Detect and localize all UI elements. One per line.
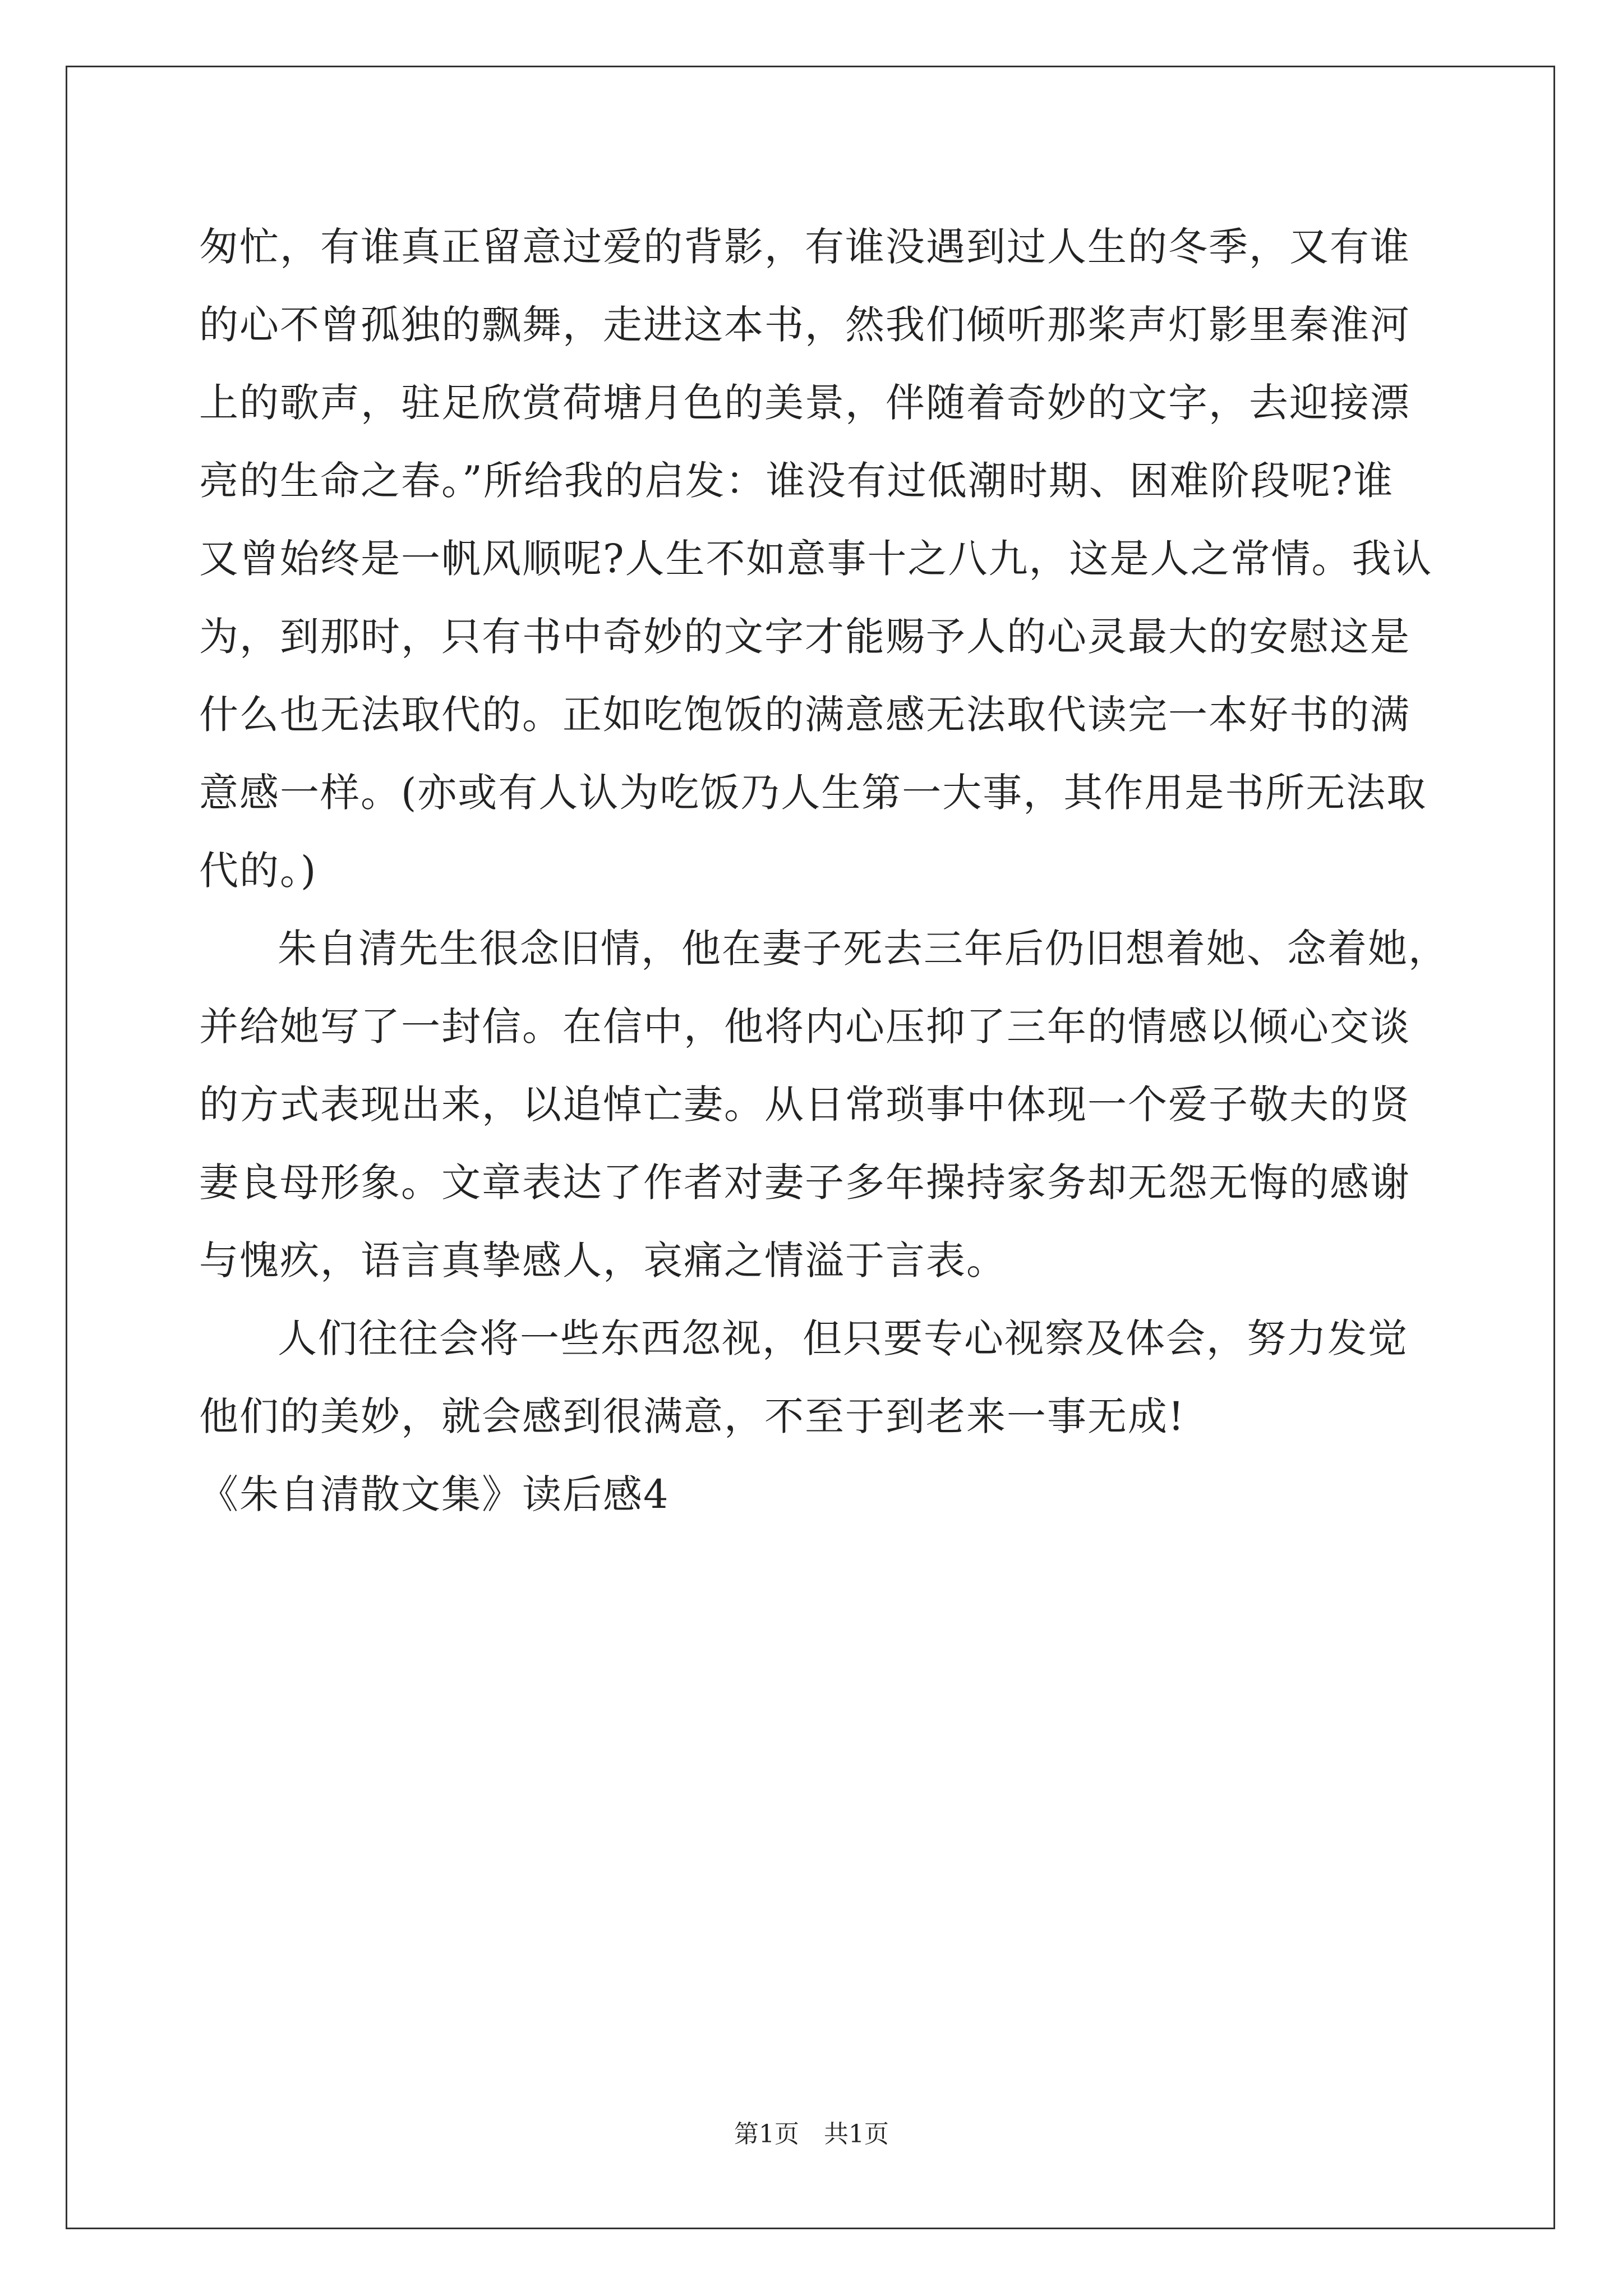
page-footer: 第1页 共1页	[734, 2120, 889, 2148]
text-line: 妻良母形象。文章表达了作者对妻子多年操持家务却无怨无悔的感谢	[199, 1159, 1410, 1205]
paragraph-start-line: 朱自清先生很念旧情，他在妻子死去三年后仍旧想着她、念着她，	[278, 926, 1449, 972]
text-line: 什么也无法取代的。正如吃饱饭的满意感无法取代读完一本好书的满	[199, 692, 1410, 738]
text-line: 为，到那时，只有书中奇妙的文字才能赐予人的心灵最大的安慰这是	[199, 614, 1410, 660]
paragraph-start-line: 人们往往会将一些东西忽视，但只要专心视察及体会，努力发觉	[278, 1315, 1408, 1361]
text-line: 的心不曾孤独的飘舞，走进这本书，然我们倾听那桨声灯影里秦淮河	[199, 302, 1410, 348]
text-line: 代的。)	[199, 848, 317, 894]
text-line: 与愧疚，语言真挚感人，哀痛之情溢于言表。	[199, 1237, 1007, 1283]
text-line: 意感一样。(亦或有人认为吃饭乃人生第一大事，其作用是书所无法取	[199, 770, 1427, 816]
text-line: 的方式表现出来，以追悼亡妻。从日常琐事中体现一个爱子敬夫的贤	[199, 1082, 1410, 1128]
section-heading: 《朱自清散文集》读后感4	[199, 1471, 670, 1517]
text-line: 又曾始终是一帆风顺呢?人生不如意事十之八九，这是人之常情。我认	[199, 536, 1433, 582]
text-line: 并给她写了一封信。在信中，他将内心压抑了三年的情感以倾心交谈	[199, 1004, 1410, 1050]
text-line: 上的歌声，驻足欣赏荷塘月色的美景，伴随着奇妙的文字，去迎接漂	[199, 380, 1410, 426]
text-line: 匆忙，有谁真正留意过爱的背影，有谁没遇到过人生的冬季，又有谁	[199, 224, 1410, 270]
text-line: 亮的生命之春。”所给我的启发：谁没有过低潮时期、困难阶段呢?谁	[199, 458, 1394, 504]
text-line: 他们的美妙，就会感到很满意，不至于到老来一事无成!	[199, 1393, 1186, 1439]
